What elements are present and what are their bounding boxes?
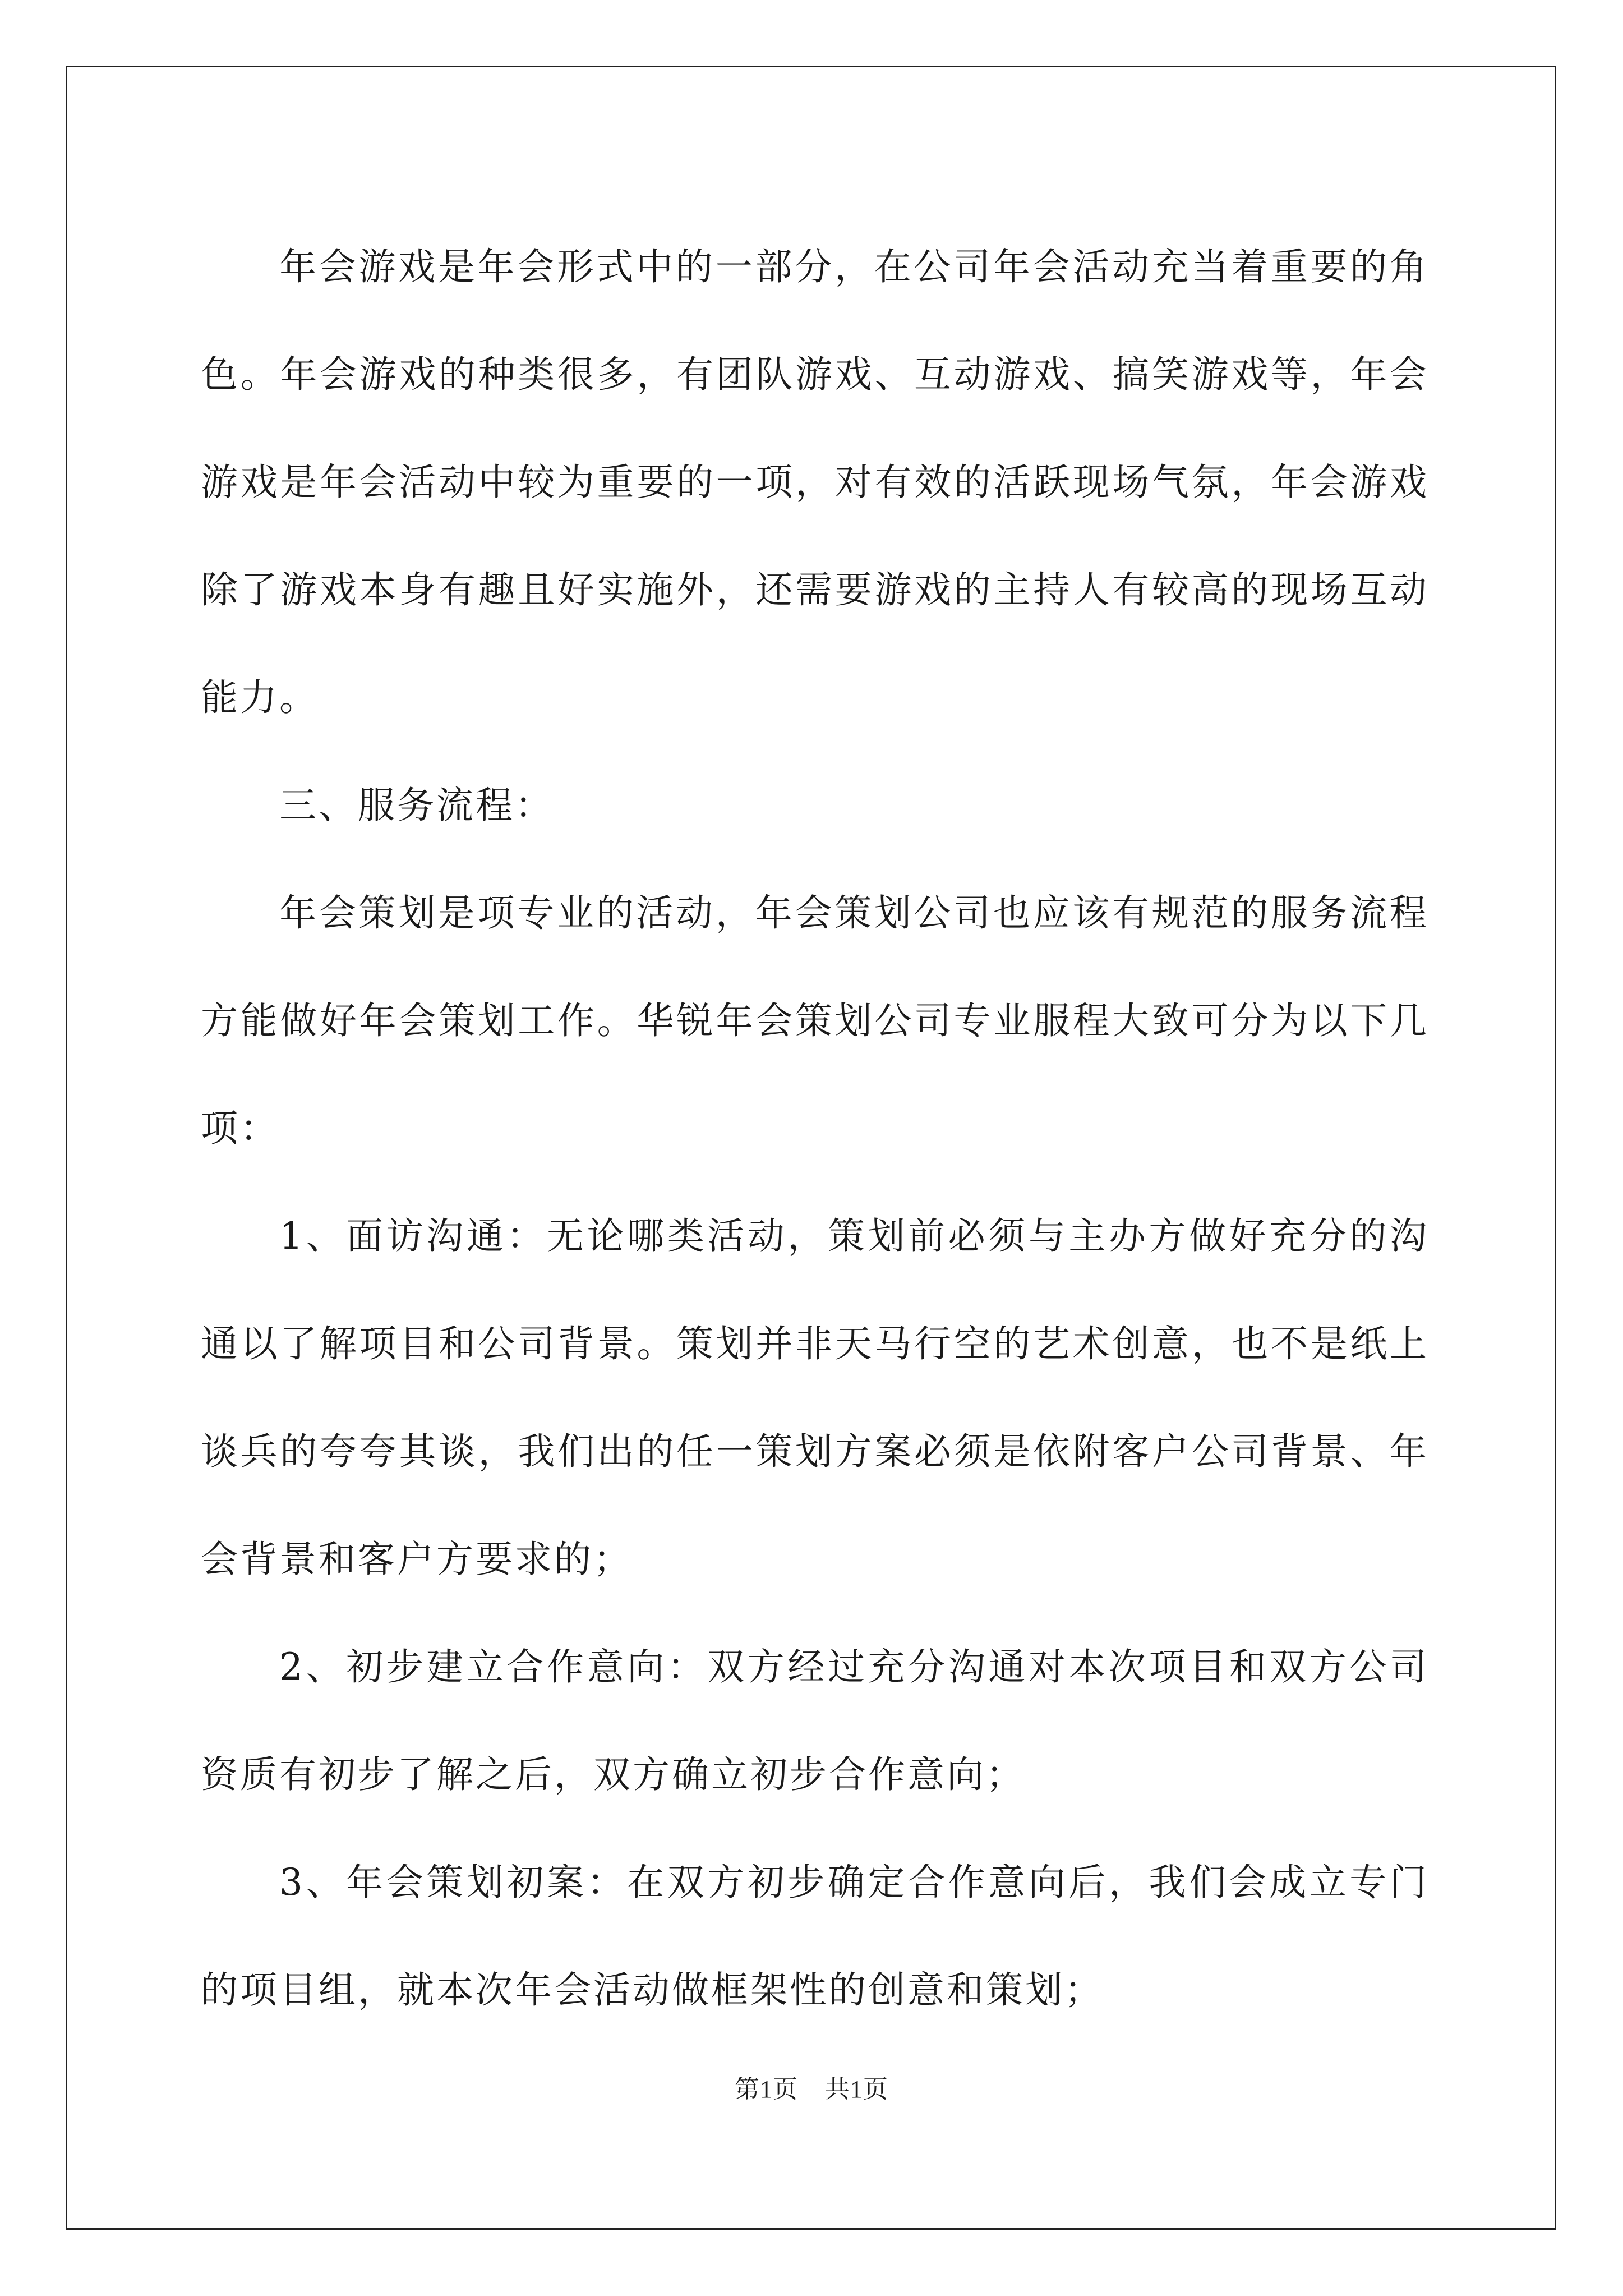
- page-number: 第1页: [735, 2076, 798, 2103]
- page-footer: [0, 2069, 1623, 2105]
- document-body: [201, 213, 1429, 2044]
- list-item: 3、年会策划初案：在双方初步确定合作意向后，我们会成立专门的项目组，就本次年会活动做框架性的创意和策划；: [201, 1861, 1429, 2012]
- paragraph: 年会游戏是年会形式中的一部分，在公司年会活动充当着重要的角色。年会游戏的种类很多，有团队游戏、互动游戏、搞笑游戏等，年会游戏是年会活动中较为重要的一项，对有效的活跃现场气氛，年会游戏除了游戏本身有趣且好实施外，还需要游戏的主持人有较高的现场互动能力。: [201, 245, 1429, 719]
- paragraph: 年会策划是项专业的活动，年会策划公司也应该有规范的服务流程方能做好年会策划工作。华锐年会策划公司专业服程大致可分为以下几项：: [201, 891, 1429, 1150]
- page-total: 共1页: [825, 2076, 888, 2103]
- list-item: 1、面访沟通：无论哪类活动，策划前必须与主办方做好充分的沟通以了解项目和公司背景。策划并非天马行空的艺术创意，也不是纸上谈兵的夸夸其谈，我们出的任一策划方案必须是依附客户公司背景、年会背景和客户方要求的；: [201, 1214, 1429, 1581]
- section-heading: 三、服务流程：: [279, 784, 554, 827]
- list-item: 2、初步建立合作意向：双方经过充分沟通对本次项目和双方公司资质有初步了解之后，双方确立初步合作意向；: [201, 1645, 1429, 1796]
